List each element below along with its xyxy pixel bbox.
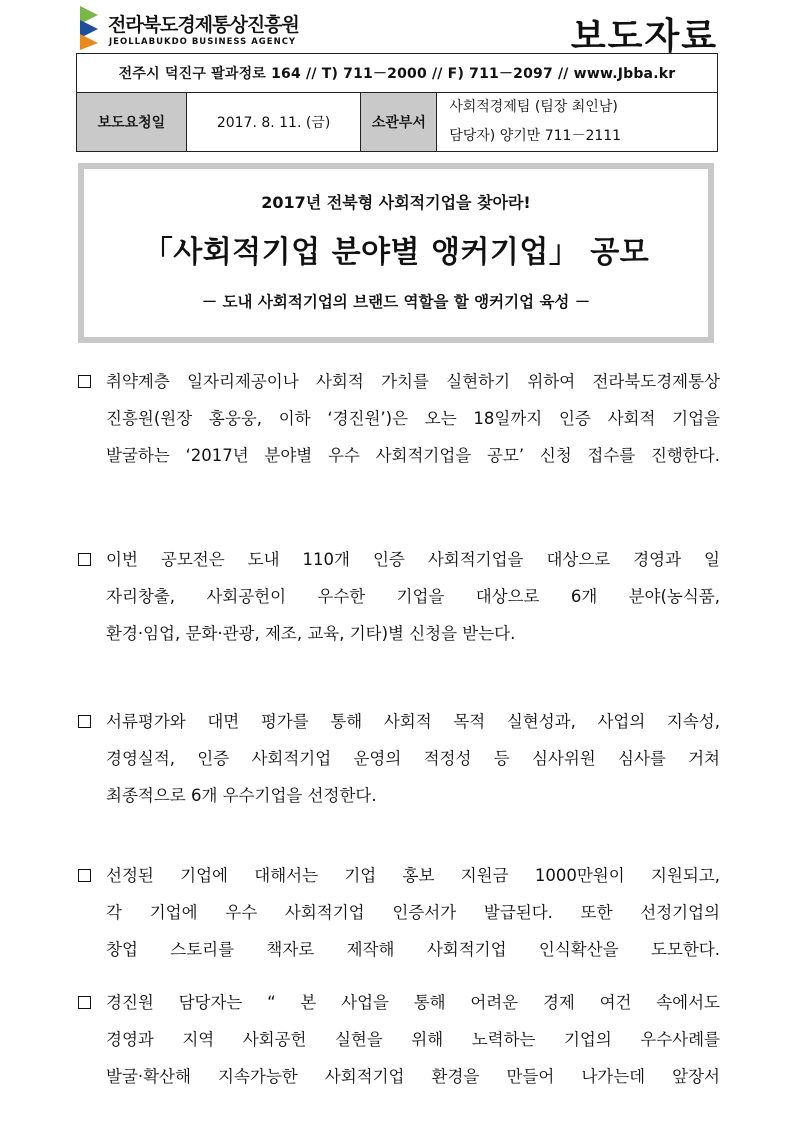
paragraph-line: 최종적으로 6개 우수기업을 선정한다. xyxy=(106,786,377,805)
agency-logo-mark-icon xyxy=(76,6,102,50)
department-contact-person: 담당자) 양기만 711－2111 xyxy=(449,128,622,144)
agency-contact-info: 전주시 덕진구 팔과정로 164 // T) 711－2000 // F) 711－2097 // www.Jbba.kr xyxy=(77,54,718,93)
paragraph-line: 경영실적, 인증 사회적기업 운영의 적정성 등 심사위원 심사를 거쳐 xyxy=(106,749,720,768)
agency-logo xyxy=(76,6,306,50)
department-label: 소관부서 xyxy=(361,93,437,152)
headline-kicker: 2017년 전북형 사회적기업을 찾아라! xyxy=(261,193,531,212)
checkbox-bullet-icon xyxy=(78,553,91,566)
headline-box xyxy=(78,163,714,343)
checkbox-bullet-icon xyxy=(78,996,91,1009)
paragraph-line: 창업 스토리를 책자로 제작해 사회적기업 인식확산을 도모한다. xyxy=(106,940,720,959)
agency-name-english: JEOLLABUKDO BUSINESS AGENCY xyxy=(109,37,297,47)
paragraph-line: 자리창출, 사회공헌이 우수한 기업을 대상으로 6개 분야(농식품, xyxy=(106,587,720,606)
paragraph-line: 취약계층 일자리제공이나 사회적 가치를 실현하기 위하여 전라북도경제통상 xyxy=(106,372,720,391)
contact-row xyxy=(77,54,718,93)
department-info xyxy=(437,93,718,152)
paragraph-line: 환경·임업, 문화·관광, 제조, 교육, 기타)별 신청을 받는다. xyxy=(106,624,516,643)
paragraph-line: 서류평가와 대면 평가를 통해 사회적 목적 실현성과, 사업의 지속성, xyxy=(106,712,720,731)
agency-name-korean: 전라북도경제통상진흥원 xyxy=(108,14,299,36)
body-paragraph-1 xyxy=(78,363,720,474)
body-paragraph-5 xyxy=(78,984,720,1095)
paragraph-line: 발굴·확산해 지속가능한 사회적기업 환경을 만들어 나가는데 앞장서 xyxy=(106,1067,720,1086)
paragraph-line: 진흥원(원장 홍웅웅, 이하 ‘경진원’)은 오는 18일까지 인증 사회적 기업을 xyxy=(106,409,720,428)
paragraph-line: 발굴하는 ‘2017년 분야별 우수 사회적기업을 공모’ 신청 접수를 진행한다. xyxy=(106,446,720,465)
headline-title: 「사회적기업 분야별 앵커기업」 공모 xyxy=(142,235,650,270)
paragraph-line: 이번 공모전은 도내 110개 인증 사회적기업을 대상으로 경영과 일 xyxy=(106,550,720,569)
body-paragraph-3 xyxy=(78,703,720,814)
paragraph-line: 경진원 담당자는 “ 본 사업을 통해 어려운 경제 여건 속에서도 xyxy=(106,993,720,1012)
department-team: 사회적경제팀 (팀장 최인남) xyxy=(449,99,618,115)
meta-row xyxy=(77,93,718,152)
body-paragraph-2 xyxy=(78,541,720,652)
body-paragraph-4 xyxy=(78,857,720,968)
checkbox-bullet-icon xyxy=(78,375,91,388)
paragraph-line: 경영과 지역 사회공헌 실현을 위해 노력하는 기업의 우수사례를 xyxy=(106,1030,720,1049)
release-info-table xyxy=(76,53,718,152)
paragraph-line: 선정된 기업에 대해서는 기업 홍보 지원금 1000만원이 지원되고, xyxy=(106,866,720,885)
checkbox-bullet-icon xyxy=(78,869,91,882)
headline-subtitle: － 도내 사회적기업의 브랜드 역할을 할 앵커기업 육성 － xyxy=(201,293,591,311)
release-date-label: 보도요청일 xyxy=(77,93,187,152)
paragraph-line: 각 기업에 우수 사회적기업 인증서가 발급된다. 또한 선정기업의 xyxy=(106,903,720,922)
checkbox-bullet-icon xyxy=(78,715,91,728)
release-date-value: 2017. 8. 11. (금) xyxy=(186,93,361,152)
document-type-title: 보도자료 xyxy=(570,16,718,57)
